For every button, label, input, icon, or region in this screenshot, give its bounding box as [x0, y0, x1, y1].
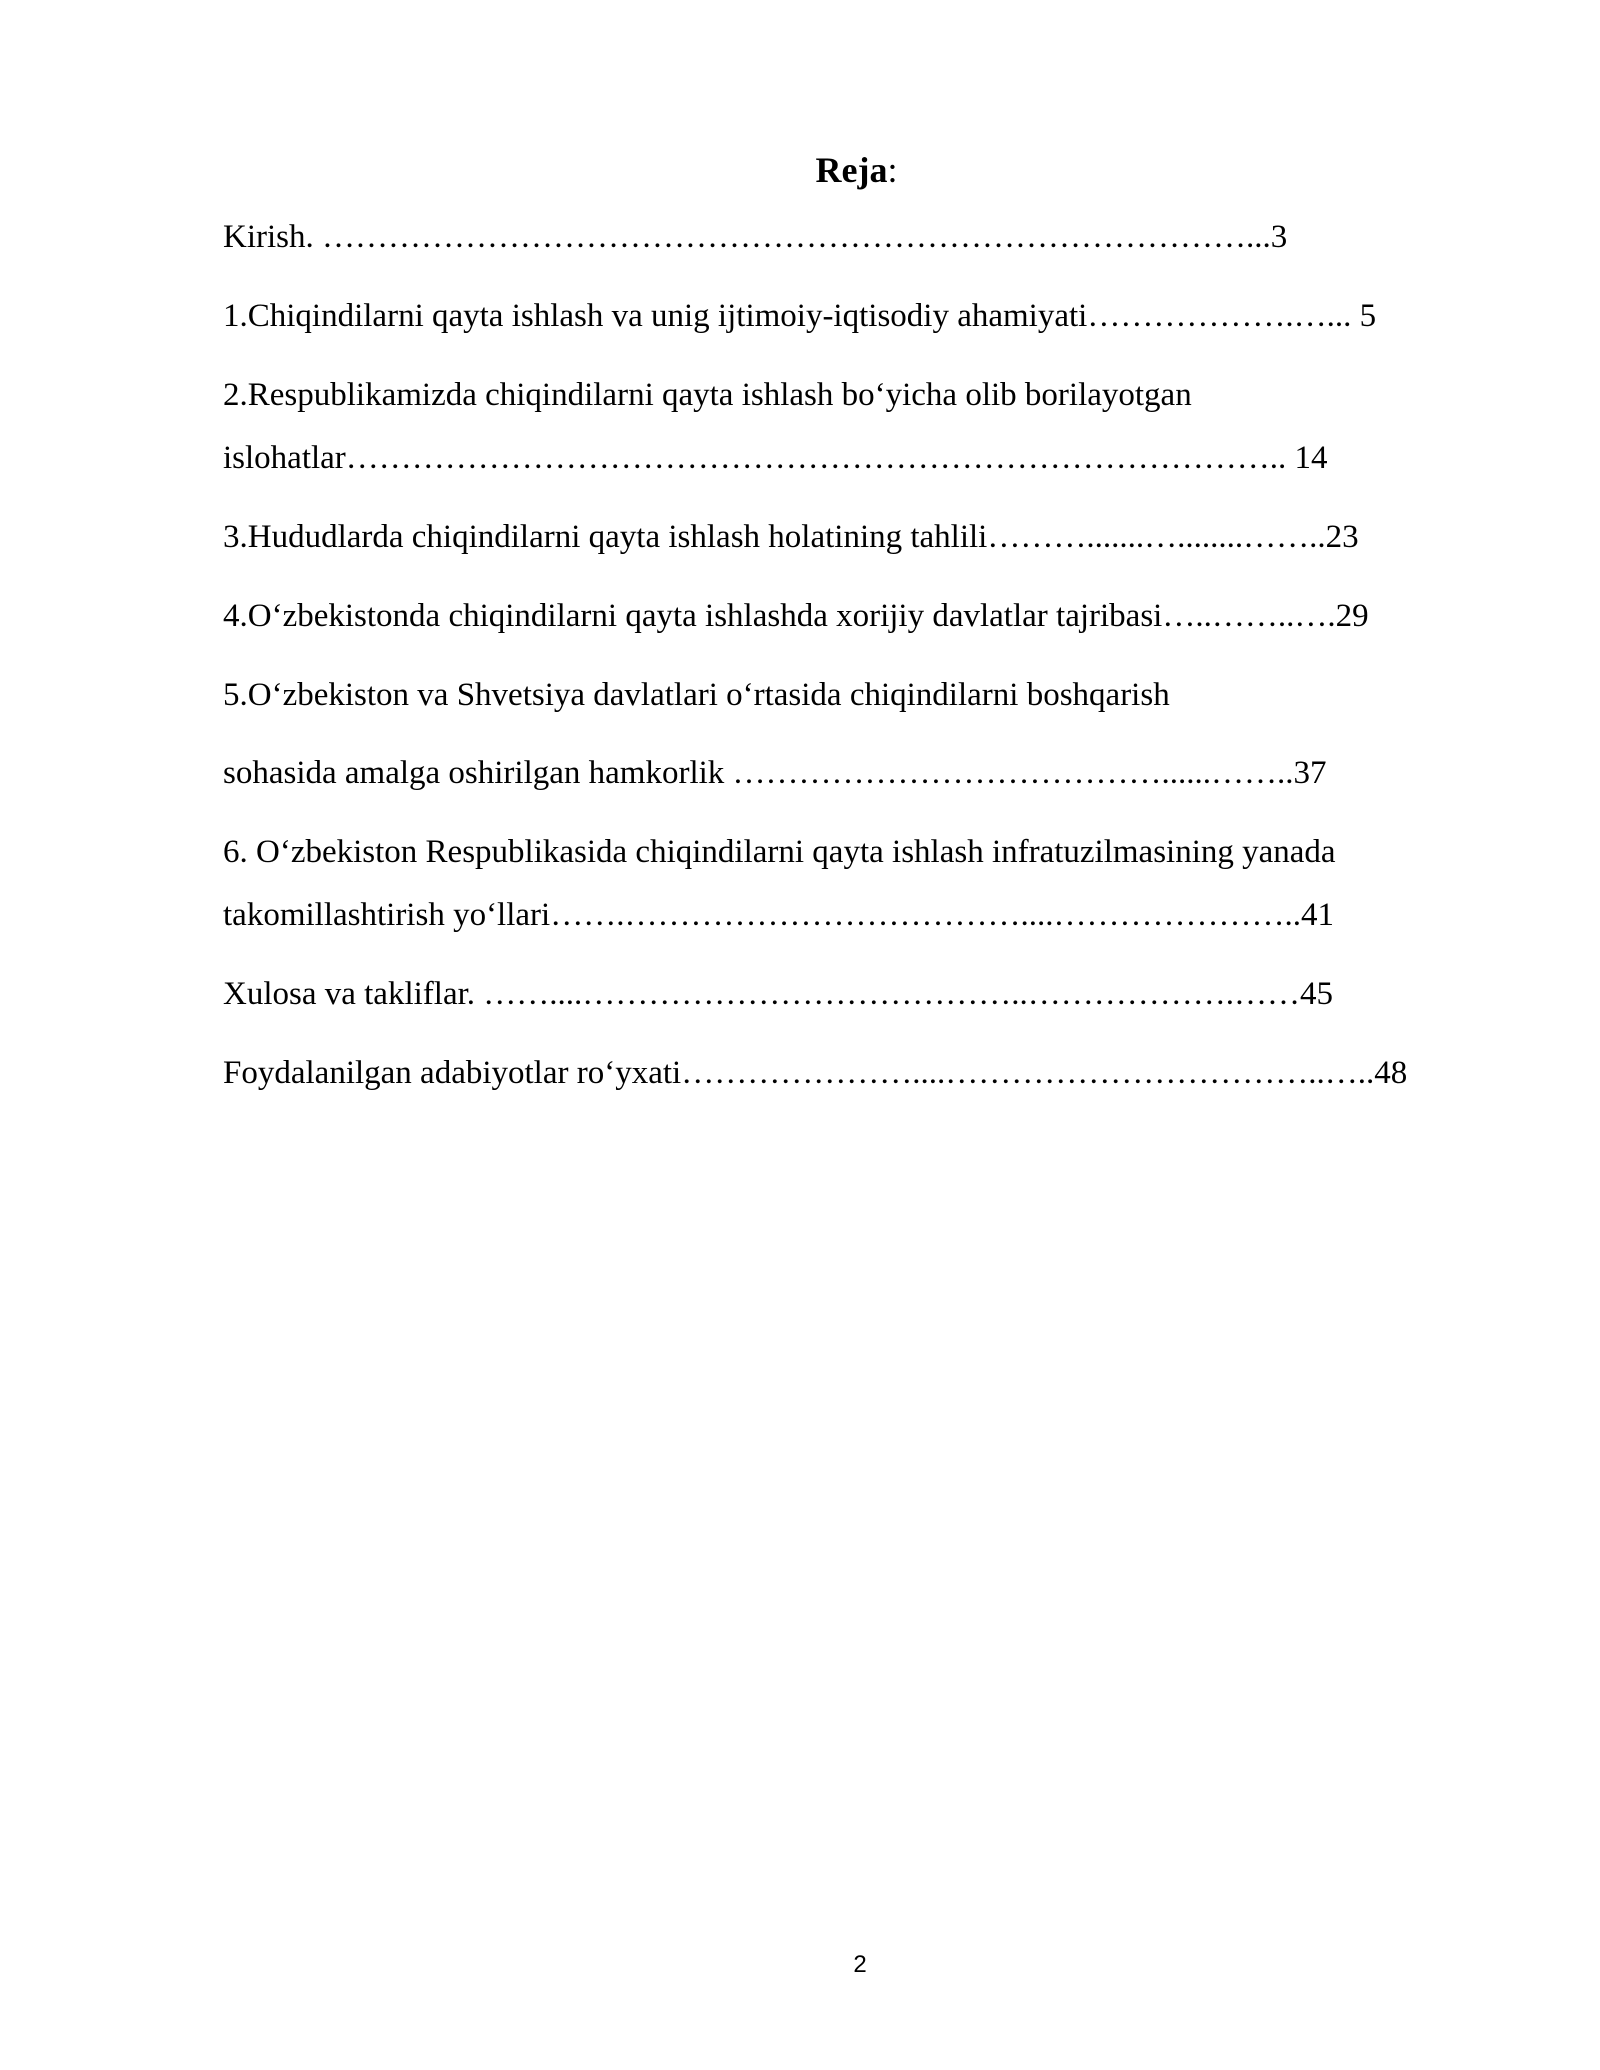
title-word: Reja	[815, 150, 888, 190]
toc-entry-section-5-line-1: 5.O‘zbekiston va Shvetsiya davlatlari o‘rtasida chiqindilarni boshqarish	[223, 677, 1170, 713]
toc-entry-section-4: 4.O‘zbekistonda chiqindilarni qayta ishlashda xorijiy davlatlar tajribasi…..……..….29	[223, 598, 1369, 634]
toc-entry-section-6-line-2: takomillashtirish yo‘llari…….………………………………....…………………..41	[223, 897, 1334, 933]
toc-entry-kirish: Kirish. …………………………………………………………………………...3	[223, 219, 1288, 255]
toc-entry-section-5-line-2: sohasida amalga oshirilgan hamkorlik …………………………………......……..37	[223, 755, 1327, 791]
toc-entry-section-3: 3.Hududlarda chiqindilarni qayta ishlash holatining tahlili……….......…........……..23	[223, 519, 1359, 555]
toc-entry-section-2-line-1: 2.Respublikamizda chiqindilarni qayta ishlash bo‘yicha olib borilayotgan	[223, 377, 1192, 413]
page-number: 2	[853, 1951, 867, 1978]
toc-entry-adabiyotlar: Foydalanilgan adabiyotlar ro‘yxati…………………....……………………………..…..48	[223, 1055, 1408, 1091]
toc-entry-xulosa: Xulosa va takliflar. ……....…………………………………..……………….……45	[223, 976, 1334, 1012]
title-colon: :	[887, 150, 898, 190]
toc-entry-section-6-line-1: 6. O‘zbekiston Respublikasida chiqindilarni qayta ishlash infratuzilmasining yanada	[223, 834, 1336, 870]
page-title	[0, 148, 1600, 192]
toc-entry-section-1: 1.Chiqindilarni qayta ishlash va unig ijtimoiy-iqtisodiy ahamiyati……………….…... 5	[223, 298, 1377, 334]
toc-entry-section-2-line-2: islohatlar………………………………………………………………………….. 14	[223, 440, 1328, 476]
